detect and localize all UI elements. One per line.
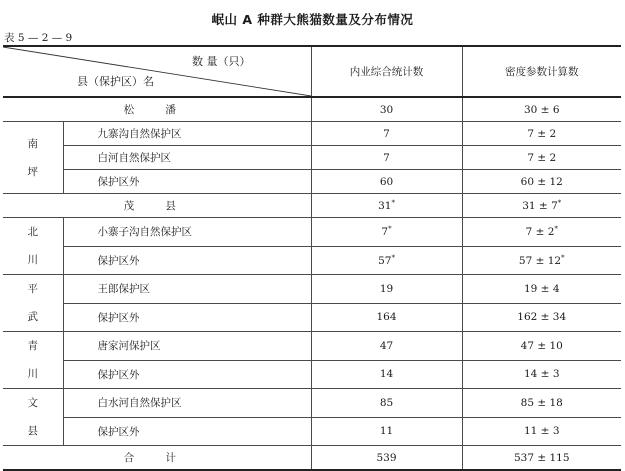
density-value: 19 ± 4: [462, 275, 621, 304]
region-char: 武: [27, 311, 38, 323]
reserve-name: 九寨沟自然保护区: [63, 122, 311, 146]
footnote-mark: *: [554, 225, 558, 234]
internal-value: 47: [311, 332, 462, 361]
region-char: 平: [27, 283, 38, 295]
density-value: 11 ± 3: [462, 417, 621, 446]
internal-value: 7: [381, 226, 389, 239]
internal-cell: [311, 246, 462, 275]
table-row: [3, 246, 621, 275]
table-row: [3, 389, 621, 418]
internal-value: 30: [311, 97, 462, 122]
header-quantity: 数 量（只）: [192, 55, 251, 68]
internal-value: 31: [378, 200, 392, 212]
region-qingchuan: [3, 332, 63, 389]
footnote-mark: *: [557, 199, 562, 207]
internal-value: 164: [311, 303, 462, 332]
footnote-mark: *: [388, 225, 392, 234]
region-char: 青: [27, 340, 38, 352]
table-row: [3, 194, 621, 218]
density-cell: [462, 218, 621, 247]
reserve-name: 保护区外: [63, 360, 311, 389]
region-nanping: [3, 122, 63, 194]
reserve-name: 保护区外: [63, 170, 311, 194]
table-number: 表 5 — 2 — 9: [4, 32, 73, 44]
density-value: 31 ± 7: [522, 200, 558, 212]
footnote-mark: *: [561, 253, 565, 262]
density-value: 85 ± 18: [462, 389, 621, 418]
density-value: 14 ± 3: [462, 360, 621, 389]
reserve-name: 白河自然保护区: [63, 146, 311, 170]
internal-cell: [311, 218, 462, 247]
table-row: [3, 360, 621, 389]
reserve-name: 保护区外: [63, 303, 311, 332]
internal-value: 57: [378, 254, 392, 267]
region-char: 川: [27, 368, 38, 380]
table-row: [3, 417, 621, 446]
header-internal-count: 内业综合统计数: [311, 46, 462, 97]
footnote-mark: *: [391, 199, 395, 207]
internal-value: 14: [311, 360, 462, 389]
reserve-name: 王郎保护区: [63, 275, 311, 304]
table-row: [3, 97, 621, 122]
diagonal-header-cell: [3, 46, 311, 97]
table-row: [3, 170, 621, 194]
header-county-area: 县（保护区）名: [77, 75, 154, 88]
internal-value: 7: [311, 122, 462, 146]
region-char: 坪: [27, 165, 38, 178]
internal-value: 85: [311, 389, 462, 418]
internal-value: 11: [311, 417, 462, 446]
footnote-mark: *: [391, 253, 395, 262]
internal-cell: [311, 194, 462, 218]
region-beichuan: [3, 218, 63, 275]
page-title: 岷山 A 种群大熊猫数量及分布情况: [211, 12, 414, 27]
region-char: 文: [27, 397, 38, 409]
diagonal-line: [3, 47, 311, 96]
reserve-name: 唐家河保护区: [63, 332, 311, 361]
region-wenxian: [3, 389, 63, 446]
density-value: 7 ± 2: [525, 226, 555, 239]
total-label: 合 计: [3, 446, 311, 471]
reserve-name: 白水河自然保护区: [63, 389, 311, 418]
region-char: 县: [27, 425, 38, 437]
region-char: 南: [27, 137, 38, 150]
internal-value: 19: [311, 275, 462, 304]
density-value: 162 ± 34: [462, 303, 621, 332]
table-row: [3, 146, 621, 170]
header-density-count: 密度参数计算数: [462, 46, 621, 97]
region-char: 川: [27, 254, 38, 266]
density-value: 47 ± 10: [462, 332, 621, 361]
reserve-name: 小寨子沟自然保护区: [63, 218, 311, 247]
reserve-name: 保护区外: [63, 246, 311, 275]
table-row: [3, 218, 621, 247]
density-value: 7 ± 2: [462, 146, 621, 170]
county-name: 茂 县: [3, 194, 311, 218]
region-pingwu: [3, 275, 63, 332]
county-name: 松 潘: [3, 97, 311, 122]
density-cell: [462, 194, 621, 218]
total-row: [3, 446, 621, 471]
panda-distribution-table: [3, 45, 621, 471]
table-row: [3, 332, 621, 361]
table-row: [3, 275, 621, 304]
table-row: [3, 122, 621, 146]
table-row: [3, 303, 621, 332]
internal-total: 539: [311, 446, 462, 471]
density-value: 57 ± 12: [518, 254, 562, 267]
density-value: 30 ± 6: [462, 97, 621, 122]
reserve-name: 保护区外: [63, 417, 311, 446]
density-value: 7 ± 2: [462, 122, 621, 146]
density-total: 537 ± 115: [462, 446, 621, 471]
header-row: [3, 46, 621, 97]
internal-value: 7: [311, 146, 462, 170]
density-cell: [462, 246, 621, 275]
density-value: 60 ± 12: [462, 170, 621, 194]
internal-value: 60: [311, 170, 462, 194]
region-char: 北: [27, 226, 38, 238]
